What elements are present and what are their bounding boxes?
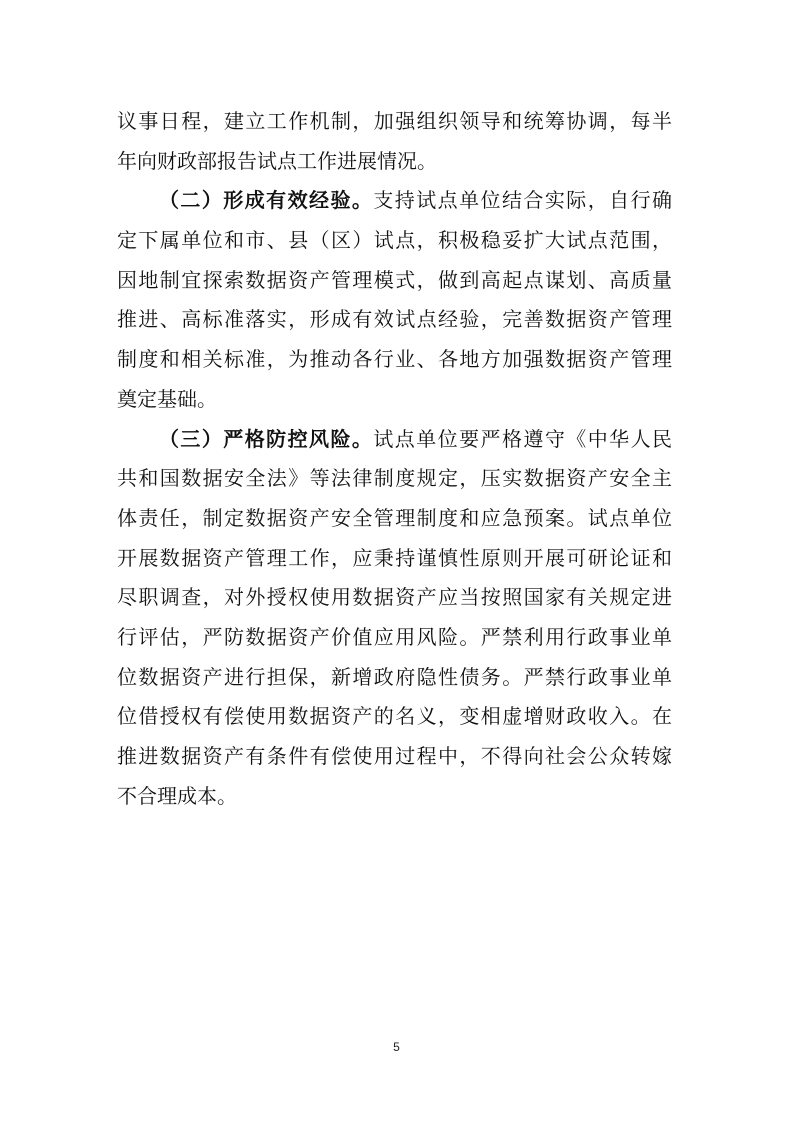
text-line: 制度和相关标准，为推动各行业、各地方加强数据资产管理 — [117, 347, 672, 372]
text-line — [117, 181, 672, 221]
section-text: 支持试点单位结合实际，自行确 — [373, 188, 673, 213]
text-line: 因地制宜探索数据资产管理模式，做到高起点谋划、高质量 — [117, 267, 672, 292]
section-text: 试点单位要严格遵守《中华人民 — [373, 426, 673, 451]
text-line — [117, 420, 672, 460]
text-line: 年向财政部报告试点工作进展情况。 — [117, 148, 437, 173]
paragraph-continuation — [117, 102, 672, 181]
page-number: 5 — [393, 1040, 400, 1054]
text-line: 位借授权有偿使用数据资产的名义，变相虚增财政收入。在 — [117, 704, 672, 729]
paragraph-section-3 — [117, 420, 672, 817]
text-line: 推进、高标准落实，形成有效试点经验，完善数据资产管理 — [117, 307, 672, 332]
text-line: 体责任，制定数据资产安全管理制度和应急预案。试点单位 — [117, 505, 672, 530]
text-line: 共和国数据安全法》等法律制度规定，压实数据资产安全主 — [117, 466, 672, 491]
section-heading: （二）形成有效经验。 — [159, 188, 374, 213]
text-line: 位数据资产进行担保，新增政府隐性债务。严禁行政事业单 — [117, 664, 672, 689]
text-line: 奠定基础。 — [117, 386, 217, 411]
section-heading: （三）严格防控风险。 — [159, 426, 374, 451]
text-line: 开展数据资产管理工作，应秉持谨慎性原则开展可研论证和 — [117, 545, 672, 570]
text-line: 定下属单位和市、县（区）试点，积极稳妥扩大试点范围， — [117, 228, 672, 253]
text-line: 不合理成本。 — [117, 783, 237, 808]
text-line: 推进数据资产有条件有偿使用过程中，不得向社会公众转嫁 — [117, 744, 672, 768]
document-body — [117, 102, 672, 816]
text-line: 议事日程，建立工作机制，加强组织领导和统筹协调，每半 — [117, 109, 672, 133]
paragraph-section-2 — [117, 181, 672, 419]
text-line: 尽职调查，对外授权使用数据资产应当按照国家有关规定进 — [117, 585, 672, 610]
text-line: 行评估，严防数据资产价值应用风险。严禁利用行政事业单 — [117, 624, 672, 649]
